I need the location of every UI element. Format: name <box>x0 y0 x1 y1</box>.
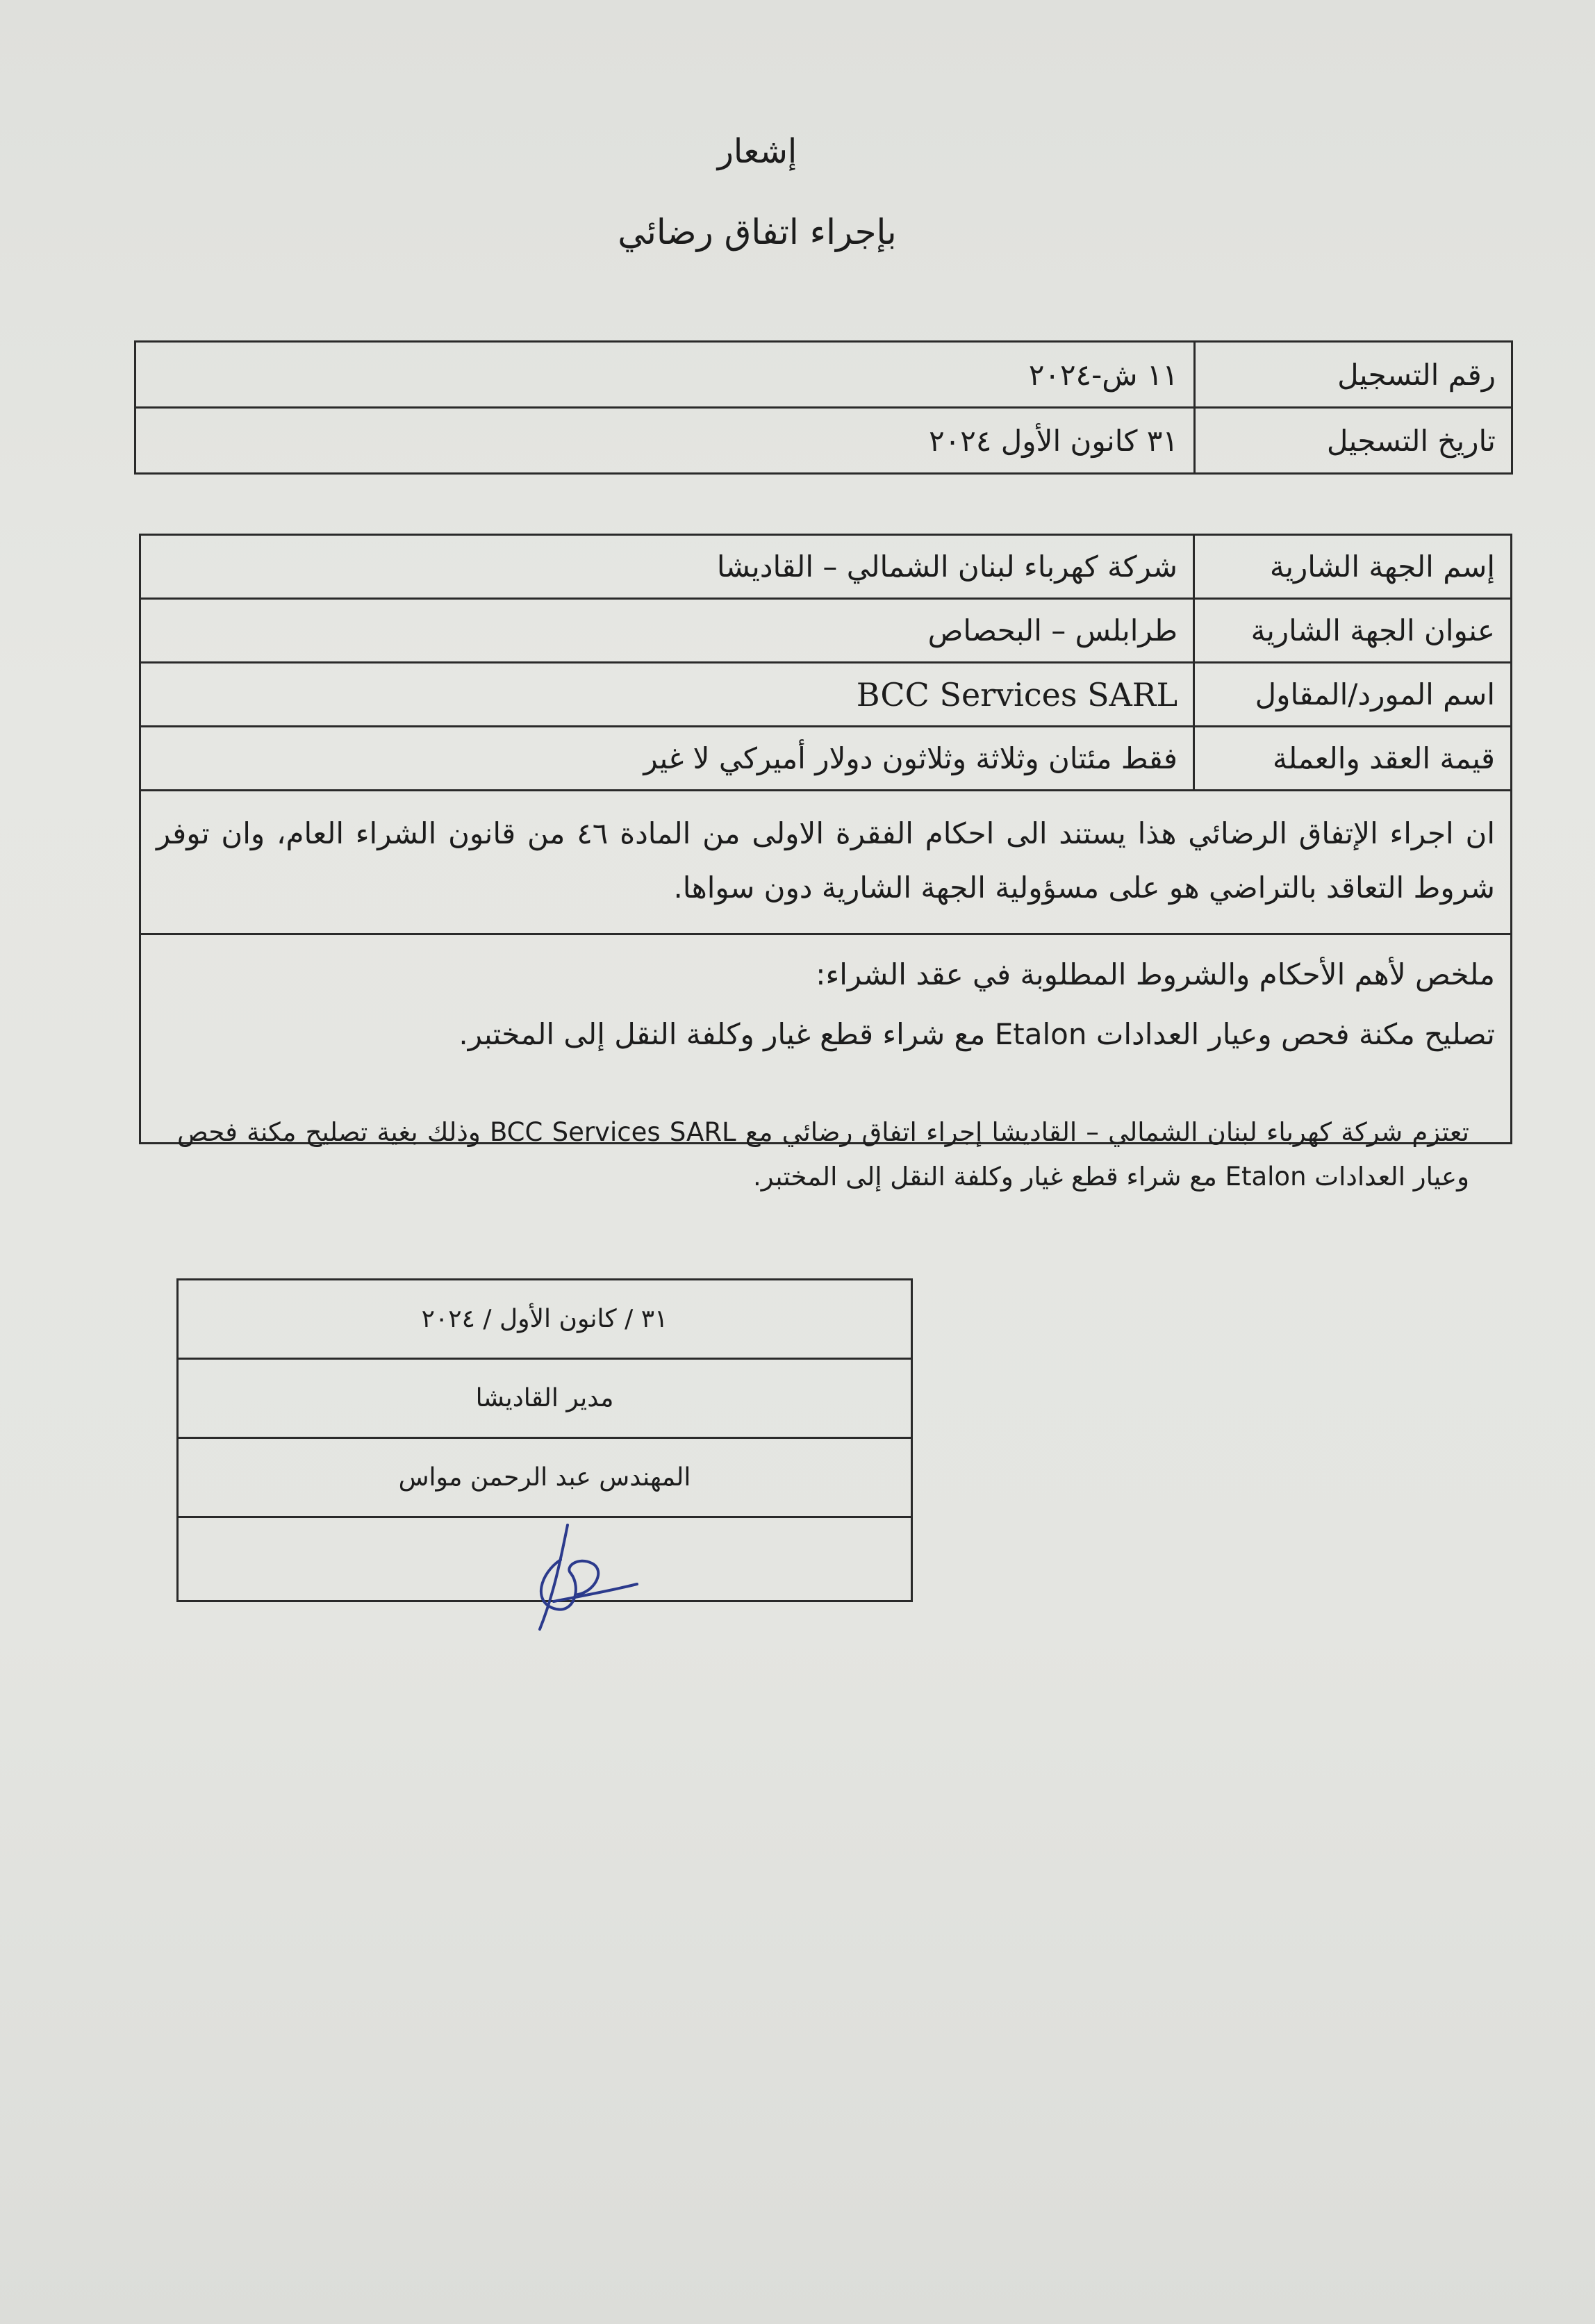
buyer-address-value: طرابلس – البحصاص <box>140 599 1194 663</box>
table-row <box>140 663 1512 727</box>
contract-value-value: فقط مئتان وثلاثة وثلاثون دولار أميركي لا غير <box>140 727 1194 791</box>
table-row <box>140 535 1512 599</box>
registration-number-label: رقم التسجيل <box>1195 342 1512 408</box>
table-row <box>140 599 1512 663</box>
table-row <box>140 727 1512 791</box>
buyer-name-label: إسم الجهة الشارية <box>1194 535 1512 599</box>
table-row <box>135 408 1512 474</box>
supplier-value: BCC Services SARL <box>140 663 1194 727</box>
document-subtitle: بإجراء اتفاق رضائي <box>618 212 897 252</box>
table-row <box>178 1517 912 1601</box>
summary-title: ملخص لأهم الأحكام والشروط المطلوبة في عقد الشراء: <box>816 957 1495 991</box>
signature-table <box>176 1278 913 1602</box>
buyer-name-value: شركة كهرباء لبنان الشمالي – القاديشا <box>140 535 1194 599</box>
signatory-position: مدير القاديشا <box>178 1359 912 1438</box>
signatory-name: المهندس عبد الرحمن مواس <box>178 1438 912 1517</box>
contract-value-label: قيمة العقد والعملة <box>1194 727 1512 791</box>
buyer-address-label: عنوان الجهة الشارية <box>1194 599 1512 663</box>
table-row <box>135 342 1512 408</box>
contract-details-table <box>139 534 1512 1144</box>
registration-number-value: ١١ ش-٢٠٢٤ <box>135 342 1195 408</box>
signature-cell <box>178 1517 912 1601</box>
table-row <box>178 1438 912 1517</box>
supplier-label: اسم المورد/المقاول <box>1194 663 1512 727</box>
registration-date-value: ٣١ كانون الأول ٢٠٢٤ <box>135 408 1195 474</box>
legal-basis-text: ان اجراء الإتفاق الرضائي هذا يستند الى احكام الفقرة الاولى من المادة ٤٦ من قانون الشراء العام، وان توفر شروط التعاقد بالتراضي هو على مسؤولية الجهة الشارية دون سواها. <box>140 791 1512 934</box>
table-row <box>178 1359 912 1438</box>
handwritten-signature-icon <box>512 1518 651 1636</box>
signature-date: ٣١ / كانون الأول / ٢٠٢٤ <box>178 1280 912 1359</box>
registration-table <box>134 340 1513 475</box>
table-row <box>140 791 1512 934</box>
table-row <box>178 1280 912 1359</box>
registration-date-label: تاريخ التسجيل <box>1195 408 1512 474</box>
document-title: إشعار <box>717 132 798 171</box>
summary-body: تصليح مكنة فحص وعيار العدادات Etalon مع شراء قطع غيار وكلفة النقل إلى المختبر. <box>458 1017 1495 1051</box>
notice-text: تعتزم شركة كهرباء لبنان الشمالي – القاديشا إجراء اتفاق رضائي مع BCC Services SARL وذلك بغية تصليح مكنة فحص وعيار العدادات Etalon مع شراء قطع غيار وكلفة النقل إلى المختبر. <box>177 1117 1469 1192</box>
